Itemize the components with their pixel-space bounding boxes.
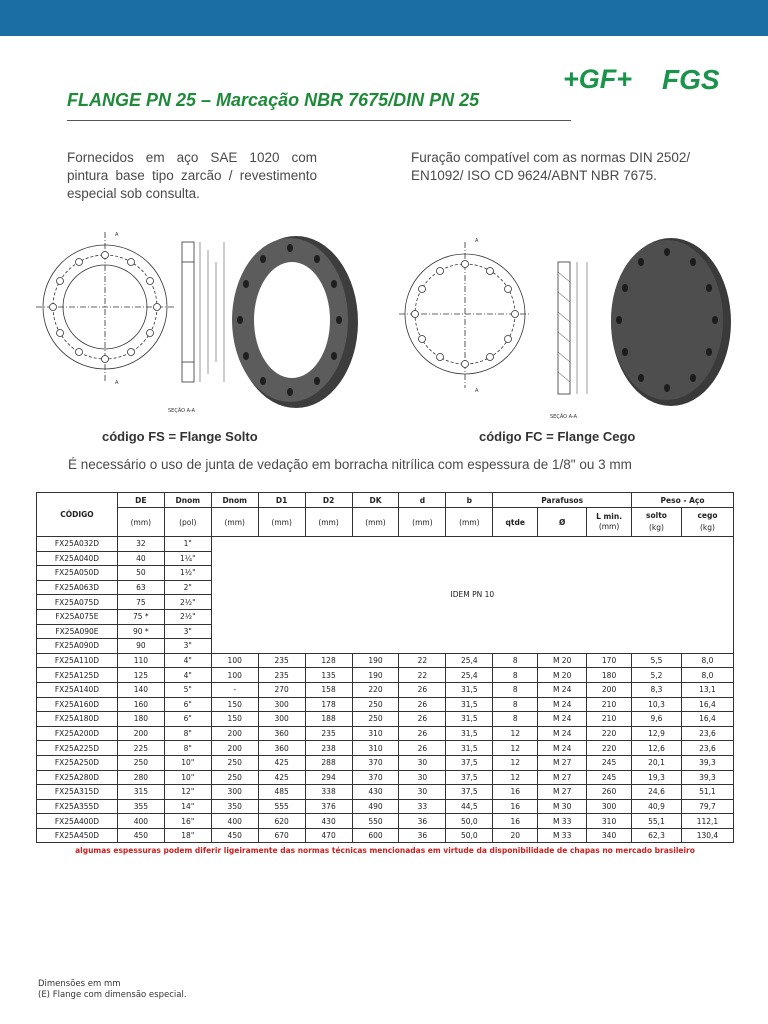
- fc-caption: código FC = Flange Cego: [479, 429, 636, 444]
- table-row: [37, 741, 734, 756]
- table-cell: M 20: [538, 668, 587, 683]
- table-cell: 130,4: [681, 828, 733, 843]
- table-row: [37, 814, 734, 829]
- table-cell: 13,1: [681, 682, 733, 697]
- table-cell: 25,4: [446, 653, 493, 668]
- table-cell: 425: [258, 755, 305, 770]
- table-cell: M 27: [538, 770, 587, 785]
- header-diam: Ø: [538, 508, 587, 537]
- cell-codigo: FX25A250D: [37, 755, 118, 770]
- table-cell: 2": [164, 580, 211, 595]
- header-cego: cego: [697, 511, 718, 520]
- table-cell: 555: [258, 799, 305, 814]
- table-cell: M 24: [538, 712, 587, 727]
- table-cell: 26: [399, 726, 446, 741]
- table-cell: 250: [352, 712, 399, 727]
- table-cell: M 24: [538, 682, 587, 697]
- table-row: [37, 726, 734, 741]
- table-cell: 550: [352, 814, 399, 829]
- table-cell: 12: [493, 755, 538, 770]
- unit-b: (mm): [446, 508, 493, 537]
- table-cell: 3": [164, 624, 211, 639]
- header-de: DE: [117, 493, 164, 508]
- cell-codigo: FX25A075E: [37, 609, 118, 624]
- unit-d: (mm): [399, 508, 446, 537]
- unit-de: (mm): [117, 508, 164, 537]
- header-dk: DK: [352, 493, 399, 508]
- table-cell: 100: [211, 668, 258, 683]
- table-cell: 10": [164, 755, 211, 770]
- unit-lmin: (mm): [598, 522, 620, 531]
- table-cell: 26: [399, 697, 446, 712]
- specification-table: [36, 492, 734, 843]
- table-cell: 30: [399, 785, 446, 800]
- table-row: [37, 668, 734, 683]
- table-cell: 25,4: [446, 668, 493, 683]
- table-cell: 16: [493, 814, 538, 829]
- table-cell: 112,1: [681, 814, 733, 829]
- table-cell: 16: [493, 785, 538, 800]
- table-cell: 8,0: [681, 653, 733, 668]
- table-cell: 51,1: [681, 785, 733, 800]
- unit-d1: (mm): [258, 508, 305, 537]
- table-cell: 360: [258, 741, 305, 756]
- cell-codigo: FX25A315D: [37, 785, 118, 800]
- header-cego-cell: [681, 508, 733, 537]
- cell-codigo: FX25A032D: [37, 537, 118, 552]
- table-cell: 16: [493, 799, 538, 814]
- table-cell: 31,5: [446, 697, 493, 712]
- table-cell: M 24: [538, 741, 587, 756]
- table-cell: 400: [211, 814, 258, 829]
- table-cell: 31,5: [446, 726, 493, 741]
- table-cell: 490: [352, 799, 399, 814]
- table-cell: 315: [117, 785, 164, 800]
- fc-section-drawing: [558, 262, 587, 394]
- table-row: [37, 682, 734, 697]
- table-cell: 20: [493, 828, 538, 843]
- table-cell: 370: [352, 770, 399, 785]
- table-cell: 8: [493, 682, 538, 697]
- table-cell: 10": [164, 770, 211, 785]
- table-cell: 180: [587, 668, 632, 683]
- table-cell: 340: [587, 828, 632, 843]
- cell-codigo: FX25A075D: [37, 595, 118, 610]
- table-cell: 14": [164, 799, 211, 814]
- cell-codigo: FX25A160D: [37, 697, 118, 712]
- table-cell: M 24: [538, 697, 587, 712]
- table-cell: 8: [493, 712, 538, 727]
- table-cell: 280: [117, 770, 164, 785]
- header-lmin-cell: [587, 508, 632, 537]
- table-cell: 8,3: [632, 682, 682, 697]
- table-cell: 36: [399, 828, 446, 843]
- unit-dnom-mm: (mm): [211, 508, 258, 537]
- table-cell: 31,5: [446, 712, 493, 727]
- table-cell: 100: [211, 653, 258, 668]
- fs-section-drawing: [182, 242, 224, 382]
- flange-solto-illustration: [36, 222, 376, 432]
- table-cell: 63: [117, 580, 164, 595]
- unit-dnom-pol: (pol): [164, 508, 211, 537]
- header-qtde: qtde: [493, 508, 538, 537]
- unit-solto: (kg): [649, 523, 664, 532]
- table-cell: M 24: [538, 726, 587, 741]
- table-cell: 37,5: [446, 785, 493, 800]
- table-cell: 18": [164, 828, 211, 843]
- header-peso: Peso - Aço: [632, 493, 734, 508]
- table-cell: 30: [399, 755, 446, 770]
- table-cell: 238: [305, 741, 352, 756]
- table-cell: 370: [352, 755, 399, 770]
- table-cell: 150: [211, 697, 258, 712]
- table-cell: 23,6: [681, 741, 733, 756]
- table-cell: 12": [164, 785, 211, 800]
- cell-codigo: FX25A200D: [37, 726, 118, 741]
- table-cell: 40,9: [632, 799, 682, 814]
- table-cell: 37,5: [446, 755, 493, 770]
- header-d1: D1: [258, 493, 305, 508]
- table-cell: 450: [117, 828, 164, 843]
- top-banner: [0, 0, 768, 36]
- table-cell: 8": [164, 726, 211, 741]
- table-cell: 350: [211, 799, 258, 814]
- cell-codigo: FX25A125D: [37, 668, 118, 683]
- header-dnom-mm: Dnom: [211, 493, 258, 508]
- title-divider: [67, 120, 571, 121]
- table-cell: 90 *: [117, 624, 164, 639]
- table-cell: M 27: [538, 785, 587, 800]
- table-cell: 26: [399, 682, 446, 697]
- table-cell: 210: [587, 712, 632, 727]
- fs-section-label: SEÇÃO A-A: [168, 408, 196, 414]
- table-cell: 425: [258, 770, 305, 785]
- table-cell: 20,1: [632, 755, 682, 770]
- table-cell: M 30: [538, 799, 587, 814]
- cell-codigo: FX25A090D: [37, 639, 118, 654]
- table-cell: M 27: [538, 755, 587, 770]
- cell-codigo: FX25A355D: [37, 799, 118, 814]
- table-cell: 4": [164, 668, 211, 683]
- header-solto: solto: [646, 511, 667, 520]
- table-row: [37, 799, 734, 814]
- cell-codigo: FX25A040D: [37, 551, 118, 566]
- table-row: [37, 653, 734, 668]
- fs-caption: código FS = Flange Solto: [102, 429, 258, 444]
- table-cell: 8: [493, 697, 538, 712]
- header-d: d: [399, 493, 446, 508]
- table-cell: 140: [117, 682, 164, 697]
- unit-d2: (mm): [305, 508, 352, 537]
- table-cell: 2½": [164, 609, 211, 624]
- table-cell: 39,3: [681, 755, 733, 770]
- fs-marker-a-bottom: A: [115, 380, 119, 386]
- table-row: [37, 697, 734, 712]
- table-cell: 250: [211, 770, 258, 785]
- table-cell: 288: [305, 755, 352, 770]
- table-cell: 1": [164, 537, 211, 552]
- footer-special: (E) Flange com dimensão especial.: [38, 990, 187, 1000]
- table-cell: 75: [117, 595, 164, 610]
- table-row: [37, 712, 734, 727]
- fs-marker-a-top: A: [115, 232, 119, 238]
- standards-description: Furação compatível com as normas DIN 2502/ EN1092/ ISO CD 9624/ABNT NBR 7675.: [411, 150, 691, 183]
- table-cell: 200: [211, 726, 258, 741]
- unit-dk: (mm): [352, 508, 399, 537]
- table-cell: 270: [258, 682, 305, 697]
- cell-codigo: FX25A050D: [37, 566, 118, 581]
- table-cell: 6": [164, 697, 211, 712]
- fgs-logo: FGS: [662, 64, 720, 95]
- table-row: [37, 785, 734, 800]
- table-cell: 12: [493, 726, 538, 741]
- cell-codigo: FX25A450D: [37, 828, 118, 843]
- table-cell: 12: [493, 770, 538, 785]
- table-cell: 8": [164, 741, 211, 756]
- table-cell: 310: [352, 726, 399, 741]
- table-cell: 26: [399, 741, 446, 756]
- header-lmin: L min.: [596, 512, 623, 521]
- cell-codigo: FX25A140D: [37, 682, 118, 697]
- table-cell: 26: [399, 712, 446, 727]
- table-cell: 23,6: [681, 726, 733, 741]
- table-cell: 50,0: [446, 814, 493, 829]
- table-cell: 19,3: [632, 770, 682, 785]
- table-cell: 1½": [164, 566, 211, 581]
- table-cell: 10,3: [632, 697, 682, 712]
- table-cell: 200: [587, 682, 632, 697]
- table-cell: 250: [117, 755, 164, 770]
- table-cell: 75 *: [117, 609, 164, 624]
- table-cell: 430: [305, 814, 352, 829]
- table-cell: 5,2: [632, 668, 682, 683]
- table-cell: 22: [399, 653, 446, 668]
- table-cell: 22: [399, 668, 446, 683]
- cell-codigo: FX25A063D: [37, 580, 118, 595]
- table-cell: 24,6: [632, 785, 682, 800]
- gasket-note: É necessário o uso de junta de vedação em borracha nitrílica com espessura de 1/8" ou 3 mm: [68, 457, 632, 472]
- cell-codigo: FX25A180D: [37, 712, 118, 727]
- table-cell: 220: [587, 741, 632, 756]
- table-cell: -: [211, 682, 258, 697]
- header-solto-cell: [632, 508, 682, 537]
- table-cell: 470: [305, 828, 352, 843]
- table-cell: 31,5: [446, 741, 493, 756]
- table-cell: 190: [352, 668, 399, 683]
- table-cell: 5": [164, 682, 211, 697]
- table-cell: 37,5: [446, 770, 493, 785]
- table-cell: 200: [211, 741, 258, 756]
- fc-front-view-drawing: [399, 242, 531, 388]
- table-cell: 400: [117, 814, 164, 829]
- fc-marker-a-top: A: [475, 238, 479, 244]
- table-cell: 620: [258, 814, 305, 829]
- table-cell: 225: [117, 741, 164, 756]
- table-cell: M 33: [538, 814, 587, 829]
- table-cell: 50,0: [446, 828, 493, 843]
- table-cell: 128: [305, 653, 352, 668]
- table-cell: 16": [164, 814, 211, 829]
- table-cell: 300: [258, 697, 305, 712]
- table-cell: 135: [305, 668, 352, 683]
- table-cell: 55,1: [632, 814, 682, 829]
- footer-dimensions: Dimensões em mm: [38, 979, 121, 989]
- table-cell: 79,7: [681, 799, 733, 814]
- table-cell: 3": [164, 639, 211, 654]
- cell-codigo: FX25A280D: [37, 770, 118, 785]
- header-codigo: CÓDIGO: [37, 493, 118, 537]
- table-cell: 158: [305, 682, 352, 697]
- table-cell: 16,4: [681, 697, 733, 712]
- cell-codigo: FX25A090E: [37, 624, 118, 639]
- header-dnom-pol: Dnom: [164, 493, 211, 508]
- table-cell: 9,6: [632, 712, 682, 727]
- table-cell: 36: [399, 814, 446, 829]
- table-row: [37, 755, 734, 770]
- unit-cego: (kg): [699, 523, 715, 532]
- table-cell: 430: [352, 785, 399, 800]
- table-cell: 180: [117, 712, 164, 727]
- table-cell: 250: [352, 697, 399, 712]
- table-cell: 235: [305, 726, 352, 741]
- cell-codigo: FX25A400D: [37, 814, 118, 829]
- table-cell: 235: [258, 668, 305, 683]
- table-cell: 250: [211, 755, 258, 770]
- table-row: [37, 770, 734, 785]
- table-cell: 8: [493, 668, 538, 683]
- table-cell: 5,5: [632, 653, 682, 668]
- table-cell: 12,6: [632, 741, 682, 756]
- table-cell: 40: [117, 551, 164, 566]
- table-cell: M 20: [538, 653, 587, 668]
- cell-codigo: FX25A225D: [37, 741, 118, 756]
- table-cell: 235: [258, 653, 305, 668]
- fc-marker-a-bottom: A: [475, 388, 479, 394]
- fc-flange-render: [611, 238, 731, 406]
- table-cell: 150: [211, 712, 258, 727]
- table-cell: 300: [258, 712, 305, 727]
- cell-codigo: FX25A110D: [37, 653, 118, 668]
- table-cell: 12: [493, 741, 538, 756]
- table-cell: 31,5: [446, 682, 493, 697]
- table-cell: 8,0: [681, 668, 733, 683]
- table-cell: M 33: [538, 828, 587, 843]
- material-description: Fornecidos em aço SAE 1020 com pintura base tipo zarcão / revestimento especial sob consulta.: [67, 150, 317, 201]
- page-title: FLANGE PN 25 – Marcação NBR 7675/DIN PN 25: [67, 90, 480, 110]
- gf-logo: +GF+: [563, 64, 633, 94]
- table-cell: 33: [399, 799, 446, 814]
- table-cell: 12,9: [632, 726, 682, 741]
- table-cell: 670: [258, 828, 305, 843]
- table-cell: 220: [352, 682, 399, 697]
- table-cell: 90: [117, 639, 164, 654]
- fc-section-label: SEÇÃO A-A: [550, 414, 578, 420]
- table-cell: 600: [352, 828, 399, 843]
- table-cell: 160: [117, 697, 164, 712]
- table-cell: 300: [211, 785, 258, 800]
- table-cell: 178: [305, 697, 352, 712]
- table-cell: 485: [258, 785, 305, 800]
- table-cell: 188: [305, 712, 352, 727]
- table-cell: 310: [587, 814, 632, 829]
- header-parafusos: Parafusos: [493, 493, 632, 508]
- table-cell: 4": [164, 653, 211, 668]
- table-cell: 200: [117, 726, 164, 741]
- table-cell: 50: [117, 566, 164, 581]
- table-cell: 16,4: [681, 712, 733, 727]
- table-cell: 170: [587, 653, 632, 668]
- table-cell: 110: [117, 653, 164, 668]
- table-cell: 245: [587, 755, 632, 770]
- table-cell: 30: [399, 770, 446, 785]
- fs-flange-render: [232, 236, 358, 408]
- table-cell: 245: [587, 770, 632, 785]
- table-cell: 450: [211, 828, 258, 843]
- table-cell: 220: [587, 726, 632, 741]
- flange-cego-illustration: [395, 222, 740, 432]
- table-cell: 360: [258, 726, 305, 741]
- table-cell: 39,3: [681, 770, 733, 785]
- table-cell: 6": [164, 712, 211, 727]
- table-cell: 125: [117, 668, 164, 683]
- table-cell: 310: [352, 741, 399, 756]
- table-cell: 260: [587, 785, 632, 800]
- table-cell: 32: [117, 537, 164, 552]
- table-cell: 44,5: [446, 799, 493, 814]
- header-d2: D2: [305, 493, 352, 508]
- table-cell: 294: [305, 770, 352, 785]
- table-row: [37, 828, 734, 843]
- table-cell: 210: [587, 697, 632, 712]
- table-cell: 190: [352, 653, 399, 668]
- table-cell: 300: [587, 799, 632, 814]
- table-cell: 338: [305, 785, 352, 800]
- table-cell: 8: [493, 653, 538, 668]
- table-cell: 355: [117, 799, 164, 814]
- table-cell: 62,3: [632, 828, 682, 843]
- header-b: b: [446, 493, 493, 508]
- table-cell: 2½": [164, 595, 211, 610]
- fs-front-view-drawing: [36, 232, 174, 382]
- availability-footnote: algumas espessuras podem diferir ligeiramente das normas técnicas mencionadas em virtude da disponibilidade de chapas no mercado brasileiro: [75, 846, 695, 855]
- table-cell: 376: [305, 799, 352, 814]
- idem-pn10-cell: IDEM PN 10: [211, 537, 733, 654]
- table-cell: 1¼": [164, 551, 211, 566]
- table-row: [37, 537, 734, 552]
